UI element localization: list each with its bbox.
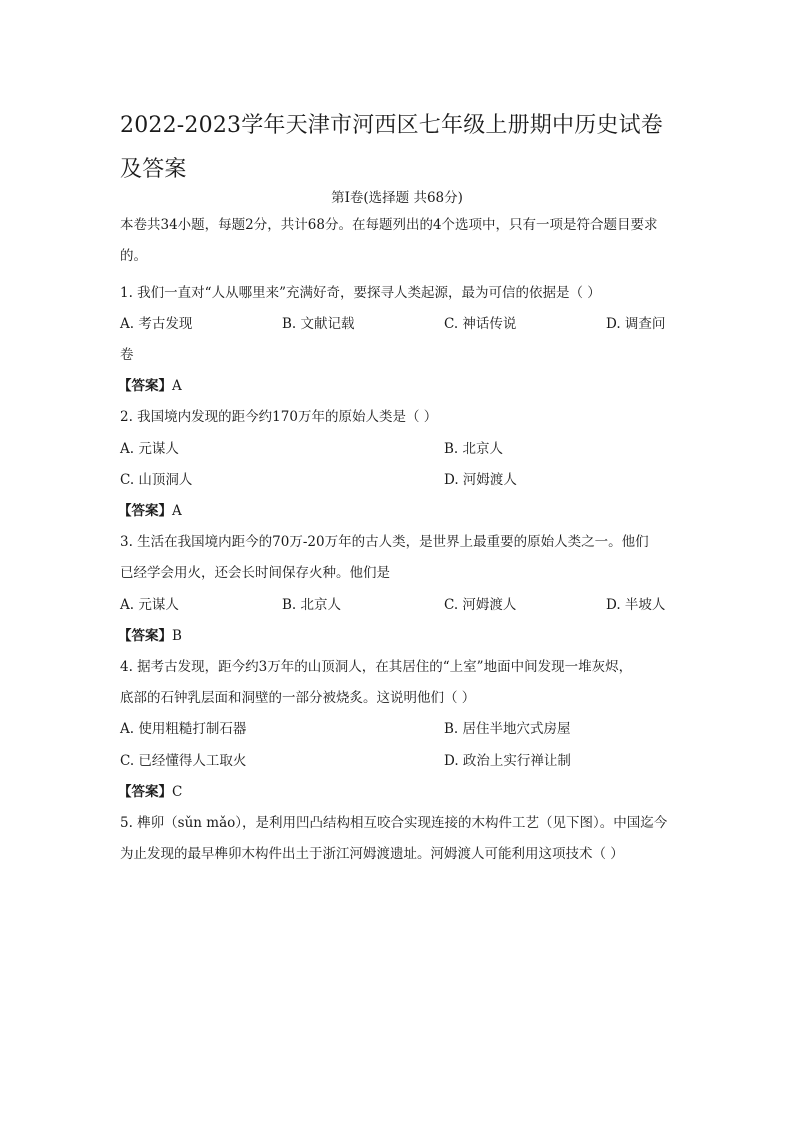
question-4-option-d: D. 政治上实行禅让制 (444, 753, 571, 769)
question-3-option-c: C. 河姆渡人 (444, 597, 517, 613)
question-1-answer (118, 374, 182, 394)
answer-label: 【答案】 (118, 784, 172, 800)
question-3-stem-line-2: 已经学会用火，还会长时间保存火种。他们是 (120, 565, 390, 581)
answer-value: A (172, 378, 182, 394)
answer-value: B (172, 628, 182, 644)
question-4-option-a: A. 使用粗糙打制石器 (120, 721, 247, 737)
question-3-option-b: B. 北京人 (282, 597, 342, 613)
question-5-stem-line-2: 为止发现的最早榫卯木构件出土于浙江河姆渡遗址。河姆渡人可能利用这项技术（ ） (120, 846, 624, 862)
question-2-option-c: C. 山顶洞人 (120, 472, 193, 488)
page-title: 2022-2023学年天津市河西区七年级上册期中历史试卷及答案 (120, 113, 664, 182)
question-1-stem: 1. 我们一直对“人从哪里来”充满好奇，要探寻人类起源，最为可信的依据是（ ） (120, 285, 601, 301)
question-5-stem-line-1: 5. 榫卯（sǔn mǎo），是利用凹凸结构相互咬合实现连接的木构件工艺（见下图）。中国迄今 (120, 815, 668, 831)
answer-label: 【答案】 (118, 628, 172, 644)
answer-label: 【答案】 (118, 503, 172, 519)
question-3-option-a: A. 元谋人 (120, 597, 179, 613)
question-1-option-d-continued: 卷 (120, 347, 134, 363)
question-3-stem-line-1: 3. 生活在我国境内距今的70万-20万年的古人类，是世界上最重要的原始人类之一。他们 (120, 534, 649, 550)
section-header: 第Ⅰ卷(选择题 共68分) (331, 190, 463, 206)
question-2-option-a: A. 元谋人 (120, 441, 179, 457)
question-4-answer (118, 780, 182, 800)
question-1-option-b: B. 文献记载 (282, 316, 355, 332)
instructions: 本卷共34小题，每题2分，共计68分。在每题列出的4个选项中，只有一项是符合题目要求的。 (120, 217, 658, 264)
question-4-stem-line-1: 4. 据考古发现，距今约3万年的山顶洞人，在其居住的“上室”地面中间发现一堆灰烬， (120, 659, 633, 675)
question-4-option-c: C. 已经懂得人工取火 (120, 753, 247, 769)
question-1-option-d: D. 调查问 (606, 316, 666, 332)
question-1-option-c: C. 神话传说 (444, 316, 517, 332)
question-2-option-d: D. 河姆渡人 (444, 472, 517, 488)
question-1-option-a: A. 考古发现 (120, 316, 193, 332)
question-2-answer (118, 499, 182, 519)
answer-label: 【答案】 (118, 378, 172, 394)
question-2-stem: 2. 我国境内发现的距今约170万年的原始人类是（ ） (120, 409, 438, 425)
question-2-option-b: B. 北京人 (444, 441, 504, 457)
answer-value: A (172, 503, 182, 519)
question-4-stem-line-2: 底部的石钟乳层面和洞壁的一部分被烧炙。这说明他们（ ） (120, 690, 476, 706)
question-4-option-b: B. 居住半地穴式房屋 (444, 721, 571, 737)
answer-value: C (172, 784, 183, 800)
question-3-answer (118, 624, 182, 644)
question-3-option-d: D. 半坡人 (606, 597, 666, 613)
